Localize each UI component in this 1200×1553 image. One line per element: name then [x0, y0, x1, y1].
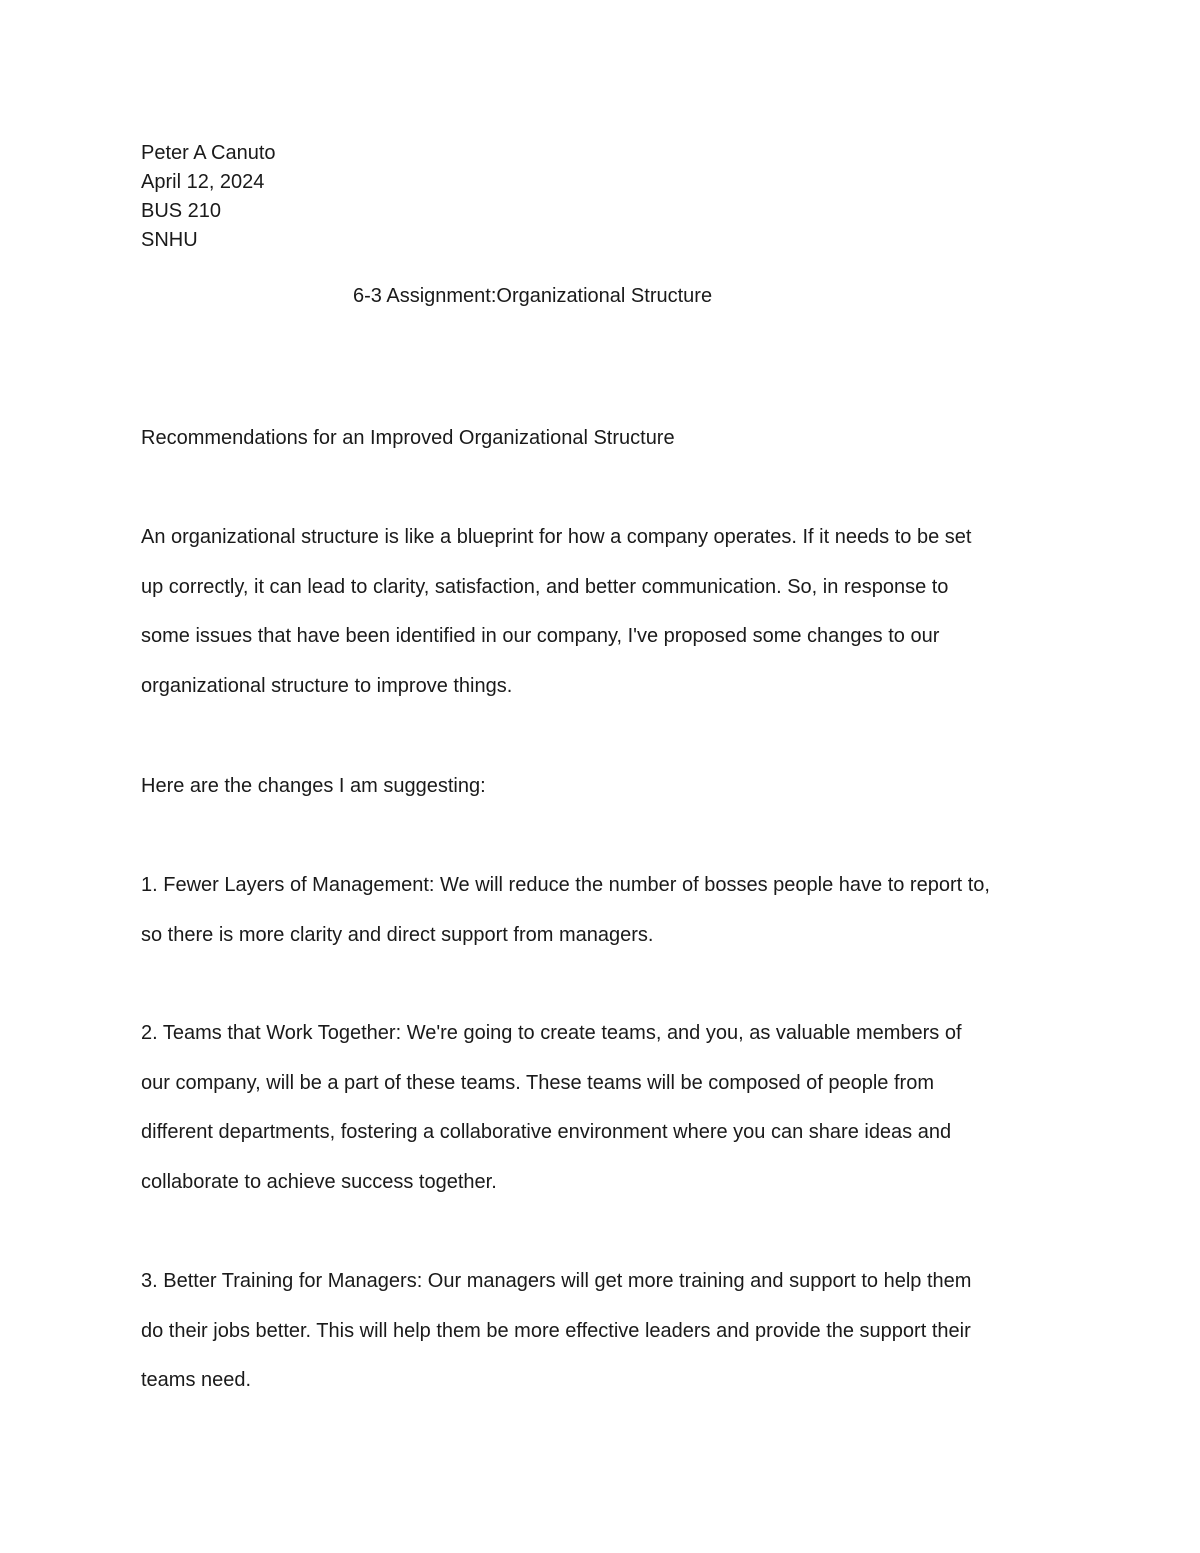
paragraph-line: 2. Teams that Work Together: We're going to create teams, and you, as valuable members of: [141, 1022, 962, 1044]
paragraph-line: different departments, fostering a collaborative environment where you can share ideas and: [141, 1121, 952, 1144]
school-name: SNHU: [141, 229, 198, 251]
document-date: April 12, 2024: [141, 171, 265, 193]
paragraph-line: 3. Better Training for Managers: Our managers will get more training and support to help them: [141, 1270, 972, 1292]
course-code: BUS 210: [141, 200, 222, 222]
author-name: Peter A Canuto: [141, 142, 276, 164]
paragraph-line: our company, will be a part of these teams. These teams will be composed of people from: [141, 1071, 934, 1094]
paragraph-line: collaborate to achieve success together.: [141, 1170, 497, 1193]
paragraph-line: organizational structure to improve things.: [141, 674, 513, 697]
list-item-2: [141, 1009, 1071, 1207]
paragraph-line: some issues that have been identified in our company, I've proposed some changes to our: [141, 625, 940, 648]
paragraph-line: 1. Fewer Layers of Management: We will reduce the number of bosses people have to report to,: [141, 874, 990, 896]
lead-in-paragraph: [141, 762, 1071, 812]
paragraph-line: Here are the changes I am suggesting:: [141, 775, 486, 797]
section-heading: Recommendations for an Improved Organizational Structure: [141, 427, 675, 449]
paragraph-line: up correctly, it can lead to clarity, satisfaction, and better communication. So, in response to: [141, 575, 949, 598]
list-item-3: [141, 1257, 1071, 1406]
paragraph-line: An organizational structure is like a blueprint for how a company operates. If it needs to be set: [141, 526, 972, 548]
intro-paragraph: [141, 513, 1071, 711]
paragraph-line: so there is more clarity and direct support from managers.: [141, 923, 654, 946]
paragraph-line: teams need.: [141, 1369, 252, 1392]
paragraph-line: do their jobs better. This will help them be more effective leaders and provide the support their: [141, 1319, 971, 1342]
document-title: 6-3 Assignment:Organizational Structure: [353, 285, 713, 307]
list-item-1: [141, 861, 1071, 960]
